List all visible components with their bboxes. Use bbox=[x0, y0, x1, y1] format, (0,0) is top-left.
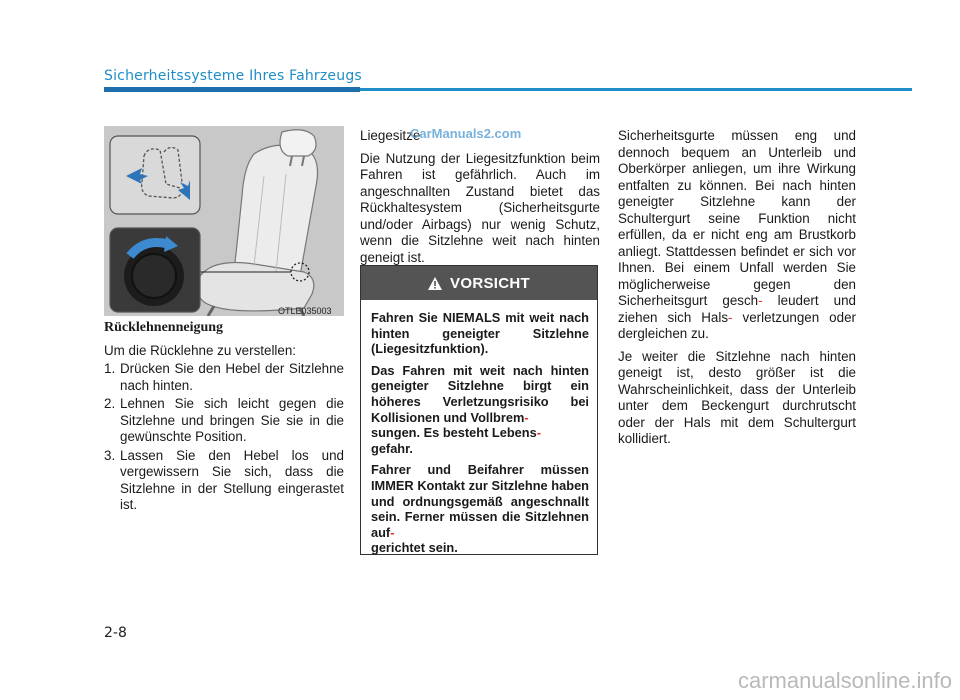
list-item: 3. Lassen Sie den Hebel los und vergewissern Sie sich, dass die Sitzlehne in der Stellung eingerastet ist. bbox=[104, 447, 344, 512]
caution-body bbox=[361, 300, 597, 556]
caution-paragraph: Fahrer und Beifahrer müssen IMMER Kontakt zur Sitzlehne haben und ordnungsgemäß angeschnallt sein. Ferner müssen die Sitzlehnen auf- gerichtet sein. bbox=[371, 462, 589, 556]
body-paragraph: Sicherheitsgurte müssen eng und dennoch bequem an Unterleib und Oberkörper anliegen, um ihre Wirkung entfalten zu können. Bei nach hinten geneigter Sitzlehne kann der Schultergurt seine Funktion nicht erfüllen, da er nicht eng am Brustkorb anliegt. Stattdessen befindet er sich vor Ihnen. Bei einem Unfall werden Sie möglicherweise gegen den Sicherheitsgurt gesch- leudert und ziehen sich Hals- verletzungen oder dergleichen zu. bbox=[618, 128, 856, 341]
column-left bbox=[104, 320, 344, 516]
list-item: 2. Lehnen Sie sich leicht gegen die Sitzlehne und bringen Sie sie in die gewünschte Position. bbox=[104, 396, 344, 444]
footer-site-watermark: carmanualsonline.info bbox=[737, 668, 952, 693]
caution-label: VORSICHT bbox=[450, 274, 530, 292]
column-right bbox=[618, 128, 856, 454]
warning-icon bbox=[428, 277, 442, 290]
header-rule-accent bbox=[104, 87, 360, 92]
step-list bbox=[104, 361, 344, 514]
body-paragraph: Die Nutzung der Liegesitzfunktion beim Fahren ist gefährlich. Auch im angeschnallten Zustand bietet das Rückhaltesystem (Sicherheitsgurte und/oder Airbags) nur wenig Schutz, wenn die Sitzlehne weit nach hinten geneigt ist. bbox=[360, 150, 600, 265]
column-middle bbox=[360, 128, 600, 272]
caution-paragraph: Fahren Sie NIEMALS mit weit nach hinten geneigter Sitzlehne (Liegesitzfunktion). bbox=[371, 310, 589, 357]
page-number: 2-8 bbox=[104, 625, 127, 641]
list-item: 1. Drücken Sie den Hebel der Sitzlehne nach hinten. bbox=[104, 361, 344, 393]
caution-header bbox=[361, 266, 597, 300]
section-heading: Rücklehnenneigung bbox=[104, 320, 224, 335]
car-seat-icon bbox=[104, 126, 344, 316]
subheading: Liegesitze bbox=[360, 128, 421, 143]
intro-text: Um die Rücklehne zu verstellen: bbox=[104, 342, 297, 358]
caution-box bbox=[360, 265, 598, 555]
seat-illustration bbox=[104, 126, 344, 316]
body-paragraph: Je weiter die Sitzlehne nach hinten geneigt ist, desto größer ist die Wahrscheinlichkeit, dass der Unterleib unter dem Beckengurt durchrutscht oder der Hals mit dem Schultergurt kollidiert. bbox=[618, 348, 856, 446]
caution-paragraph: Das Fahren mit weit nach hinten geneigter Sitzlehne birgt ein höheres Verletzungsrisiko bei Kollisionen und Vollbrem- sungen. Es besteht Lebens- gefahr. bbox=[371, 362, 589, 456]
section-title: Sicherheitssysteme Ihres Fahrzeugs bbox=[104, 68, 362, 84]
watermark-text: CarManuals2.com bbox=[410, 126, 522, 141]
figure-code: OTLE035003 bbox=[278, 306, 332, 316]
